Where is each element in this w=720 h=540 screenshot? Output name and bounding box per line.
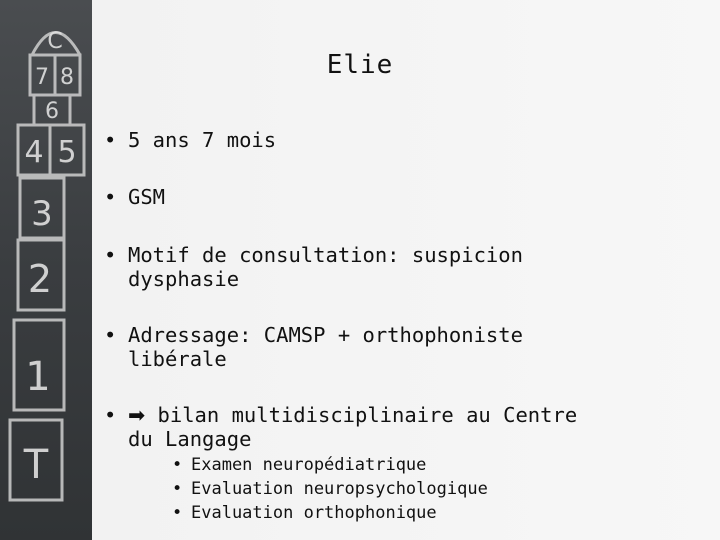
sub-bullet-dot: • (172, 455, 183, 475)
bullet-dot: • (104, 128, 117, 152)
slide-title: Elie (326, 50, 394, 80)
chalk-number: C (47, 29, 63, 54)
hopscotch-sidebar-image (0, 0, 92, 540)
chalk-number: 1 (25, 354, 51, 400)
chalk-number: 8 (60, 65, 74, 90)
chalk-number: 4 (24, 135, 44, 170)
bullet-dot: • (104, 185, 117, 209)
bullet-text: Motif de consultation: suspicion dysphasie (128, 243, 523, 291)
sub-bullet-text: Evaluation neuropsychologique (191, 479, 488, 499)
sub-bullet-text: Examen neuropédiatrique (191, 455, 427, 475)
bullet-text: 5 ans 7 mois (128, 128, 277, 152)
bullet-text: Adressage: CAMSP + orthophoniste libérale (128, 323, 523, 371)
bullet-dot: • (104, 403, 117, 427)
bullet-text: du Langage (128, 427, 252, 451)
chalk-number: 6 (45, 99, 59, 124)
chalk-number: 2 (27, 257, 53, 301)
bullet-text: GSM (128, 185, 166, 209)
bullet-dot: • (104, 243, 117, 267)
chalk-number: 3 (31, 194, 53, 234)
bullet-dot: • (104, 323, 117, 347)
arrow-right-icon: ➡ (128, 403, 146, 427)
sub-bullet-dot: • (172, 479, 183, 499)
sub-bullet-text: Evaluation orthophonique (191, 503, 437, 523)
chalk-number: T (23, 442, 49, 488)
bullet-text: bilan multidisciplinaire au Centre (145, 403, 578, 427)
chalk-number: 5 (57, 135, 77, 170)
chalk-number: 7 (35, 65, 49, 90)
sub-bullet-dot: • (172, 503, 183, 523)
